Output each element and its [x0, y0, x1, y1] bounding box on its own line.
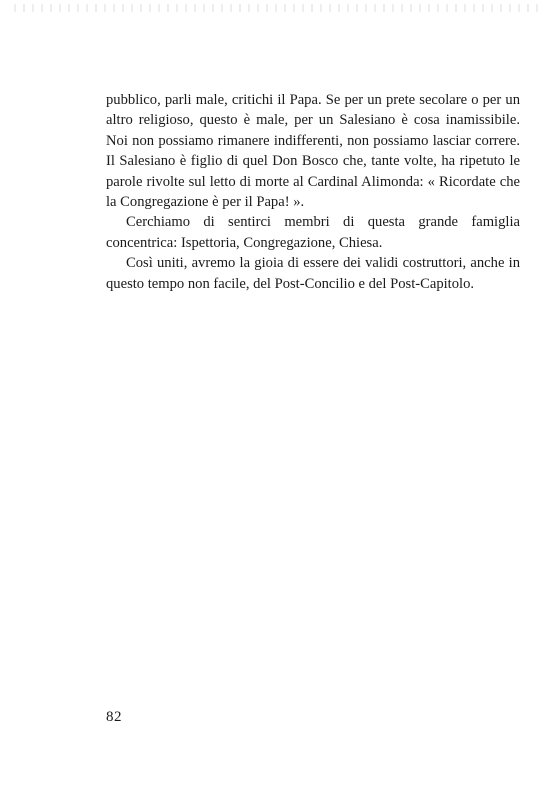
body-text [106, 90, 520, 294]
scan-artifact [14, 4, 544, 12]
paragraph-2: Cerchiamo di sentirci membri di questa grande famiglia concentrica: Ispettoria, Congregazione, Chiesa. [106, 214, 520, 251]
paragraph-1: pubblico, parli male, critichi il Papa. Se per un prete secolare o per un altro religioso, questo è male, per un Salesiano è cosa inamissibile. Noi non possiamo rimanere indifferenti, non possiamo lasciar correre. Il Salesiano è figlio di quel Don Bosco che, tante volte, ha ripetuto le parole rivolte sul letto di morte al Cardinal Alimonda: « Ricordate che la Congregazione è per il Papa! ». [106, 92, 520, 211]
paragraph-3: Così uniti, avremo la gioia di essere dei validi costruttori, anche in questo tempo non facile, del Post-Concilio e del Post-Capitolo. [106, 255, 520, 292]
page-number: 82 [106, 709, 122, 725]
